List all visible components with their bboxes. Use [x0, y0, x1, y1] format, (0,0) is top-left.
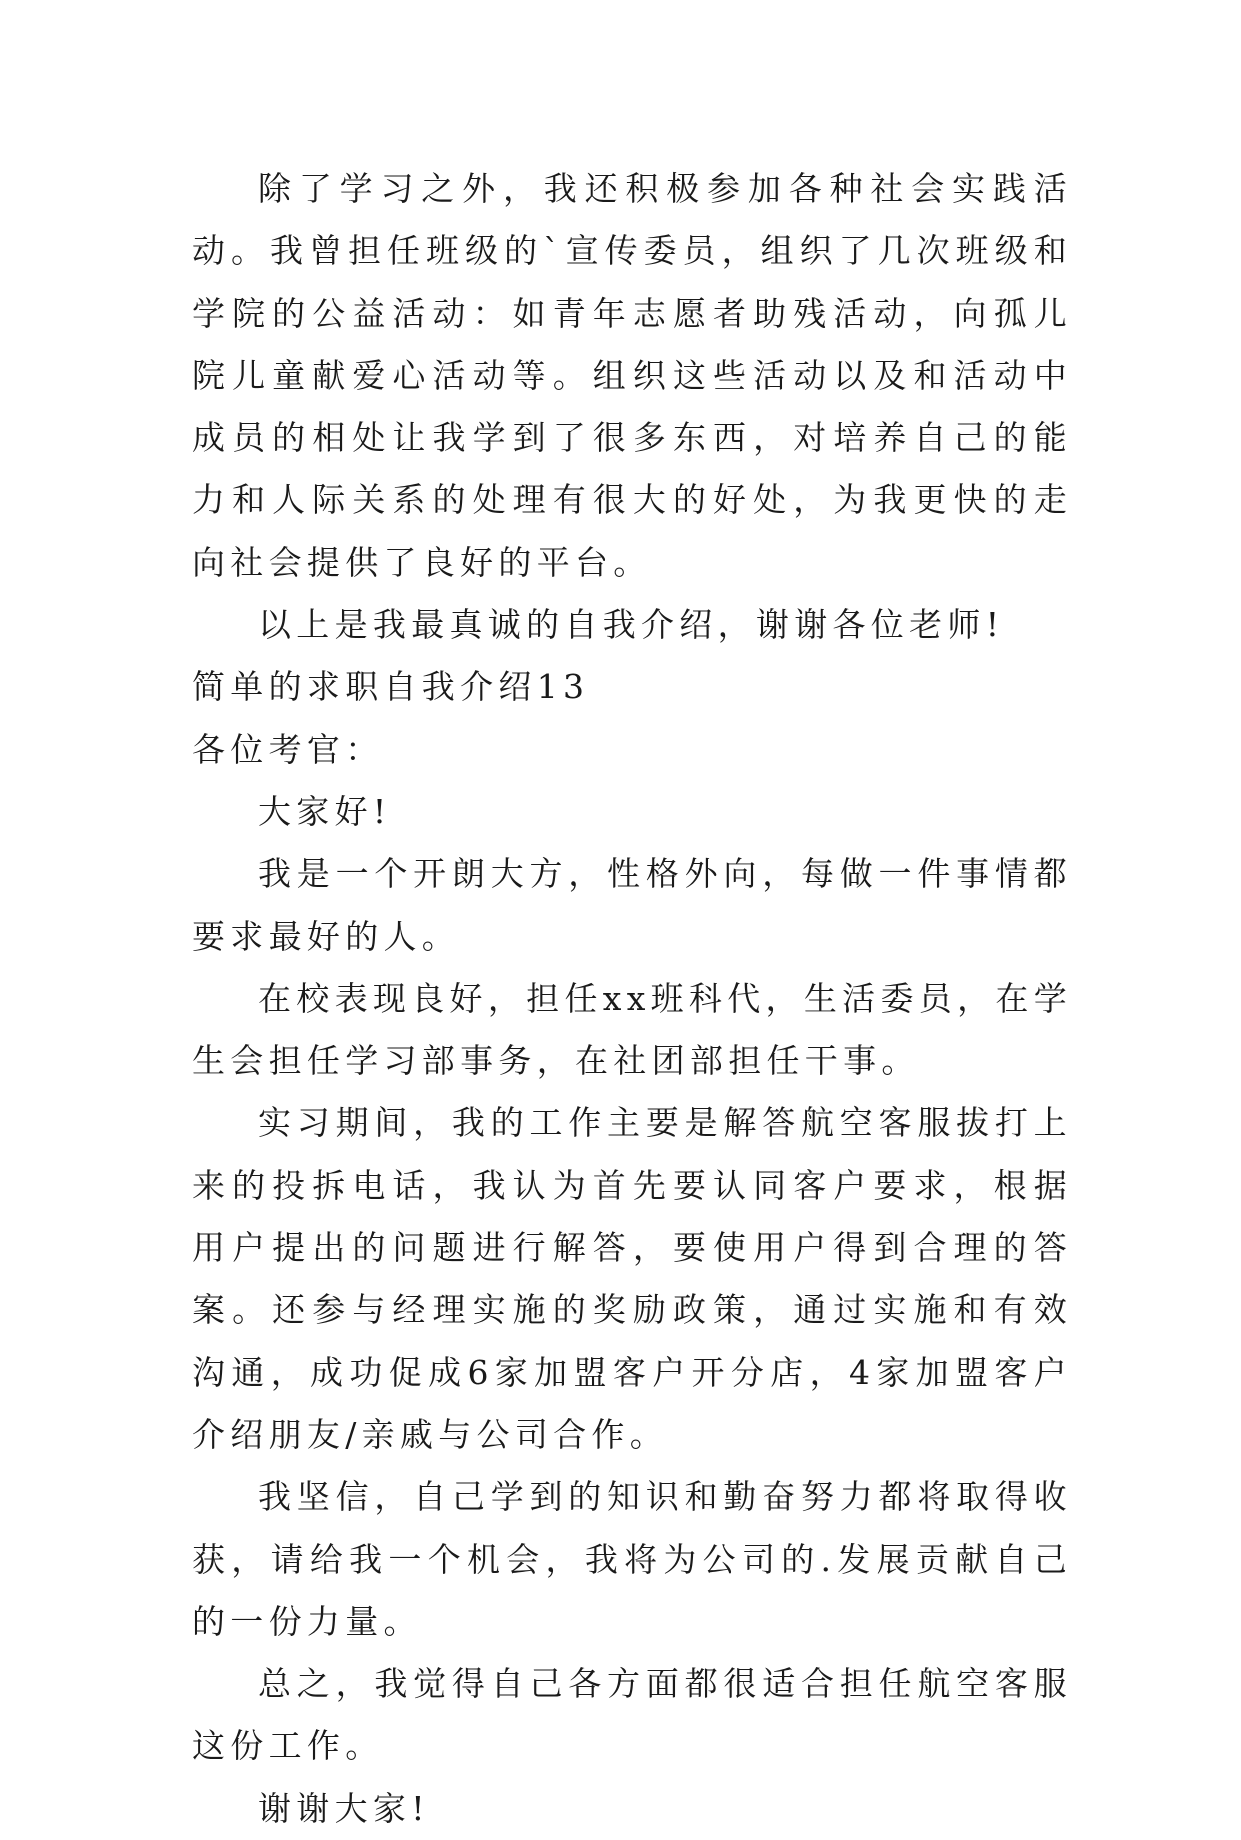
paragraph-social-practice: 除了学习之外，我还积极参加各种社会实践活动。我曾担任班级的`宣传委员，组织了几次班级和学院的公益活动：如青年志愿者助残活动，向孤儿院儿童献爱心活动等。组织这些活动以及和活动中成员的相处让我学到了很多东西，对培养自己的能力和人际关系的处理有很大的好处，为我更快的走向社会提供了良好的平台。: [192, 169, 1072, 582]
salutation: 各位考官：: [192, 729, 384, 769]
section-heading: 简单的求职自我介绍13: [192, 667, 590, 707]
paragraph-summary: 总之，我觉得自己各方面都很适合担任航空客服这份工作。: [192, 1664, 1072, 1766]
paragraph-internship: 实习期间，我的工作主要是解答航空客服拔打上来的投拆电话，我认为首先要认同客户要求，根据用户提出的问题进行解答，要使用户得到合理的答案。还参与经理实施的奖励政策，通过实施和有效沟通，成功促成6家加盟客户开分店，4家加盟客户介绍朋友/亲戚与公司合作。: [192, 1103, 1072, 1454]
closing-thanks: 谢谢大家!: [258, 1788, 430, 1828]
paragraph-school-performance: 在校表现良好，担任xx班科代，生活委员，在学生会担任学习部事务，在社团部担任干事。: [192, 978, 1072, 1081]
paragraph-personality: 我是一个开朗大方，性格外向，每做一件事情都要求最好的人。: [192, 854, 1072, 956]
paragraph-belief: 我坚信，自己学到的知识和勤奋努力都将取得收获，请给我一个机会，我将为公司的.发展贡献自己的一份力量。: [192, 1477, 1072, 1641]
greeting: 大家好!: [258, 791, 392, 831]
document-body: [192, 158, 1072, 1840]
paragraph-closing-thanks-teachers: 以上是我最真诚的自我介绍，谢谢各位老师!: [258, 605, 1005, 645]
